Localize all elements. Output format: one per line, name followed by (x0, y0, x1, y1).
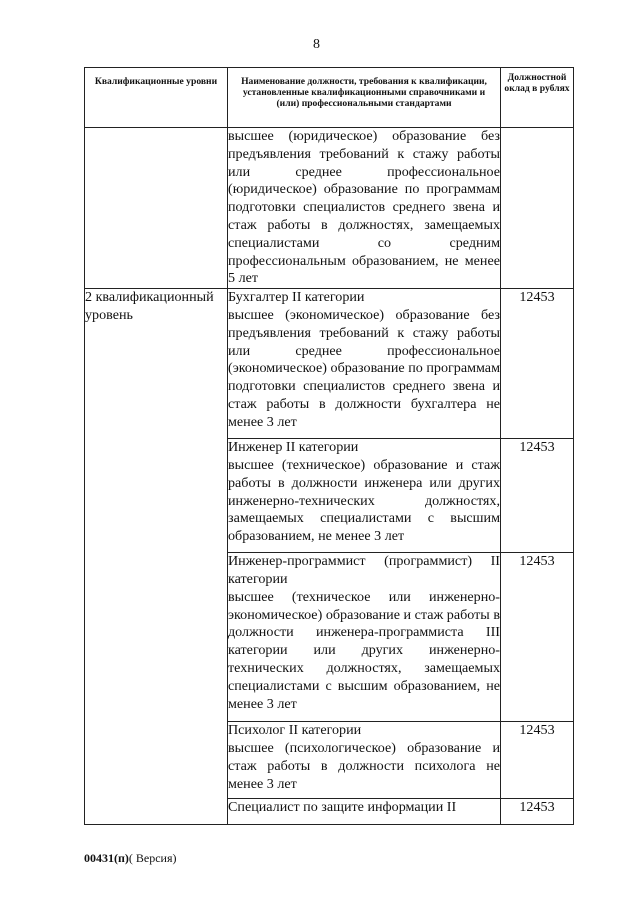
position-title: Инженер II категории (228, 439, 359, 456)
position-cell (228, 439, 501, 553)
table-header-row (85, 68, 574, 128)
page-number: 8 (313, 37, 320, 52)
document-footer (84, 851, 177, 866)
table-row (85, 128, 574, 289)
position-requirements: высшее (техническое) образование и стаж работы в должности инженера или других инженерно-технических должностях, замещаемых специалистами с высшим образованием, не менее 3 лет (228, 456, 500, 545)
position-requirements: высшее (техническое или инженерно-экономическое) образование и стаж работы в должности инженера-программиста III категории или других инженерно-технических должностях, замещаемых специалистами с высшим образованием, не менее 3 лет (228, 588, 500, 712)
position-cell (228, 289, 501, 439)
position-cell (228, 722, 501, 799)
header-salary: Должностной оклад в рублях (501, 68, 574, 128)
salary-cell: 12453 (501, 722, 574, 799)
position-requirements: высшее (психологическое) образование и стаж работы в должности психолога не менее 3 лет (228, 739, 500, 792)
table-row (85, 289, 574, 439)
position-cell (228, 553, 501, 722)
salary-cell: 12453 (501, 799, 574, 825)
document-code: 00431(п) (84, 851, 129, 865)
qualification-table (84, 67, 574, 825)
position-cell (228, 799, 501, 825)
position-title: Инженер-программист (программист) II категории (228, 553, 500, 587)
level-cell: 2 квалификационный уровень (85, 289, 228, 825)
position-title: Специалист по защите информации II (228, 799, 457, 816)
header-position-requirements: Наименование должности, требования к квалификации, установленные квалификационными справочниками и (или) профессиональными стандартами (228, 68, 501, 128)
empty-level-cell (85, 128, 228, 289)
continuation-requirements: высшее (юридическое) образование без предъявления требований к стажу работы или среднее профессиональное (юридическое) образование по программам подготовки специалистов среднего звена и стаж работы в должностях, замещаемых специалистами со средним профессиональным образованием, не менее 5 лет (228, 128, 501, 289)
empty-salary-cell (501, 128, 574, 289)
salary-cell: 12453 (501, 553, 574, 722)
position-requirements: высшее (экономическое) образование без предъявления требований к стажу работы или среднее профессиональное (экономическое) образование по программам подготовки специалистов среднего звена и стаж работы в должности бухгалтера не менее 3 лет (228, 306, 500, 430)
header-qualification-levels: Квалификационные уровни (85, 68, 228, 128)
position-title: Психолог II категории (228, 722, 362, 739)
document-version: ( Версия) (128, 851, 177, 865)
salary-cell: 12453 (501, 439, 574, 553)
salary-cell: 12453 (501, 289, 574, 439)
position-title: Бухгалтер II категории (228, 289, 365, 306)
